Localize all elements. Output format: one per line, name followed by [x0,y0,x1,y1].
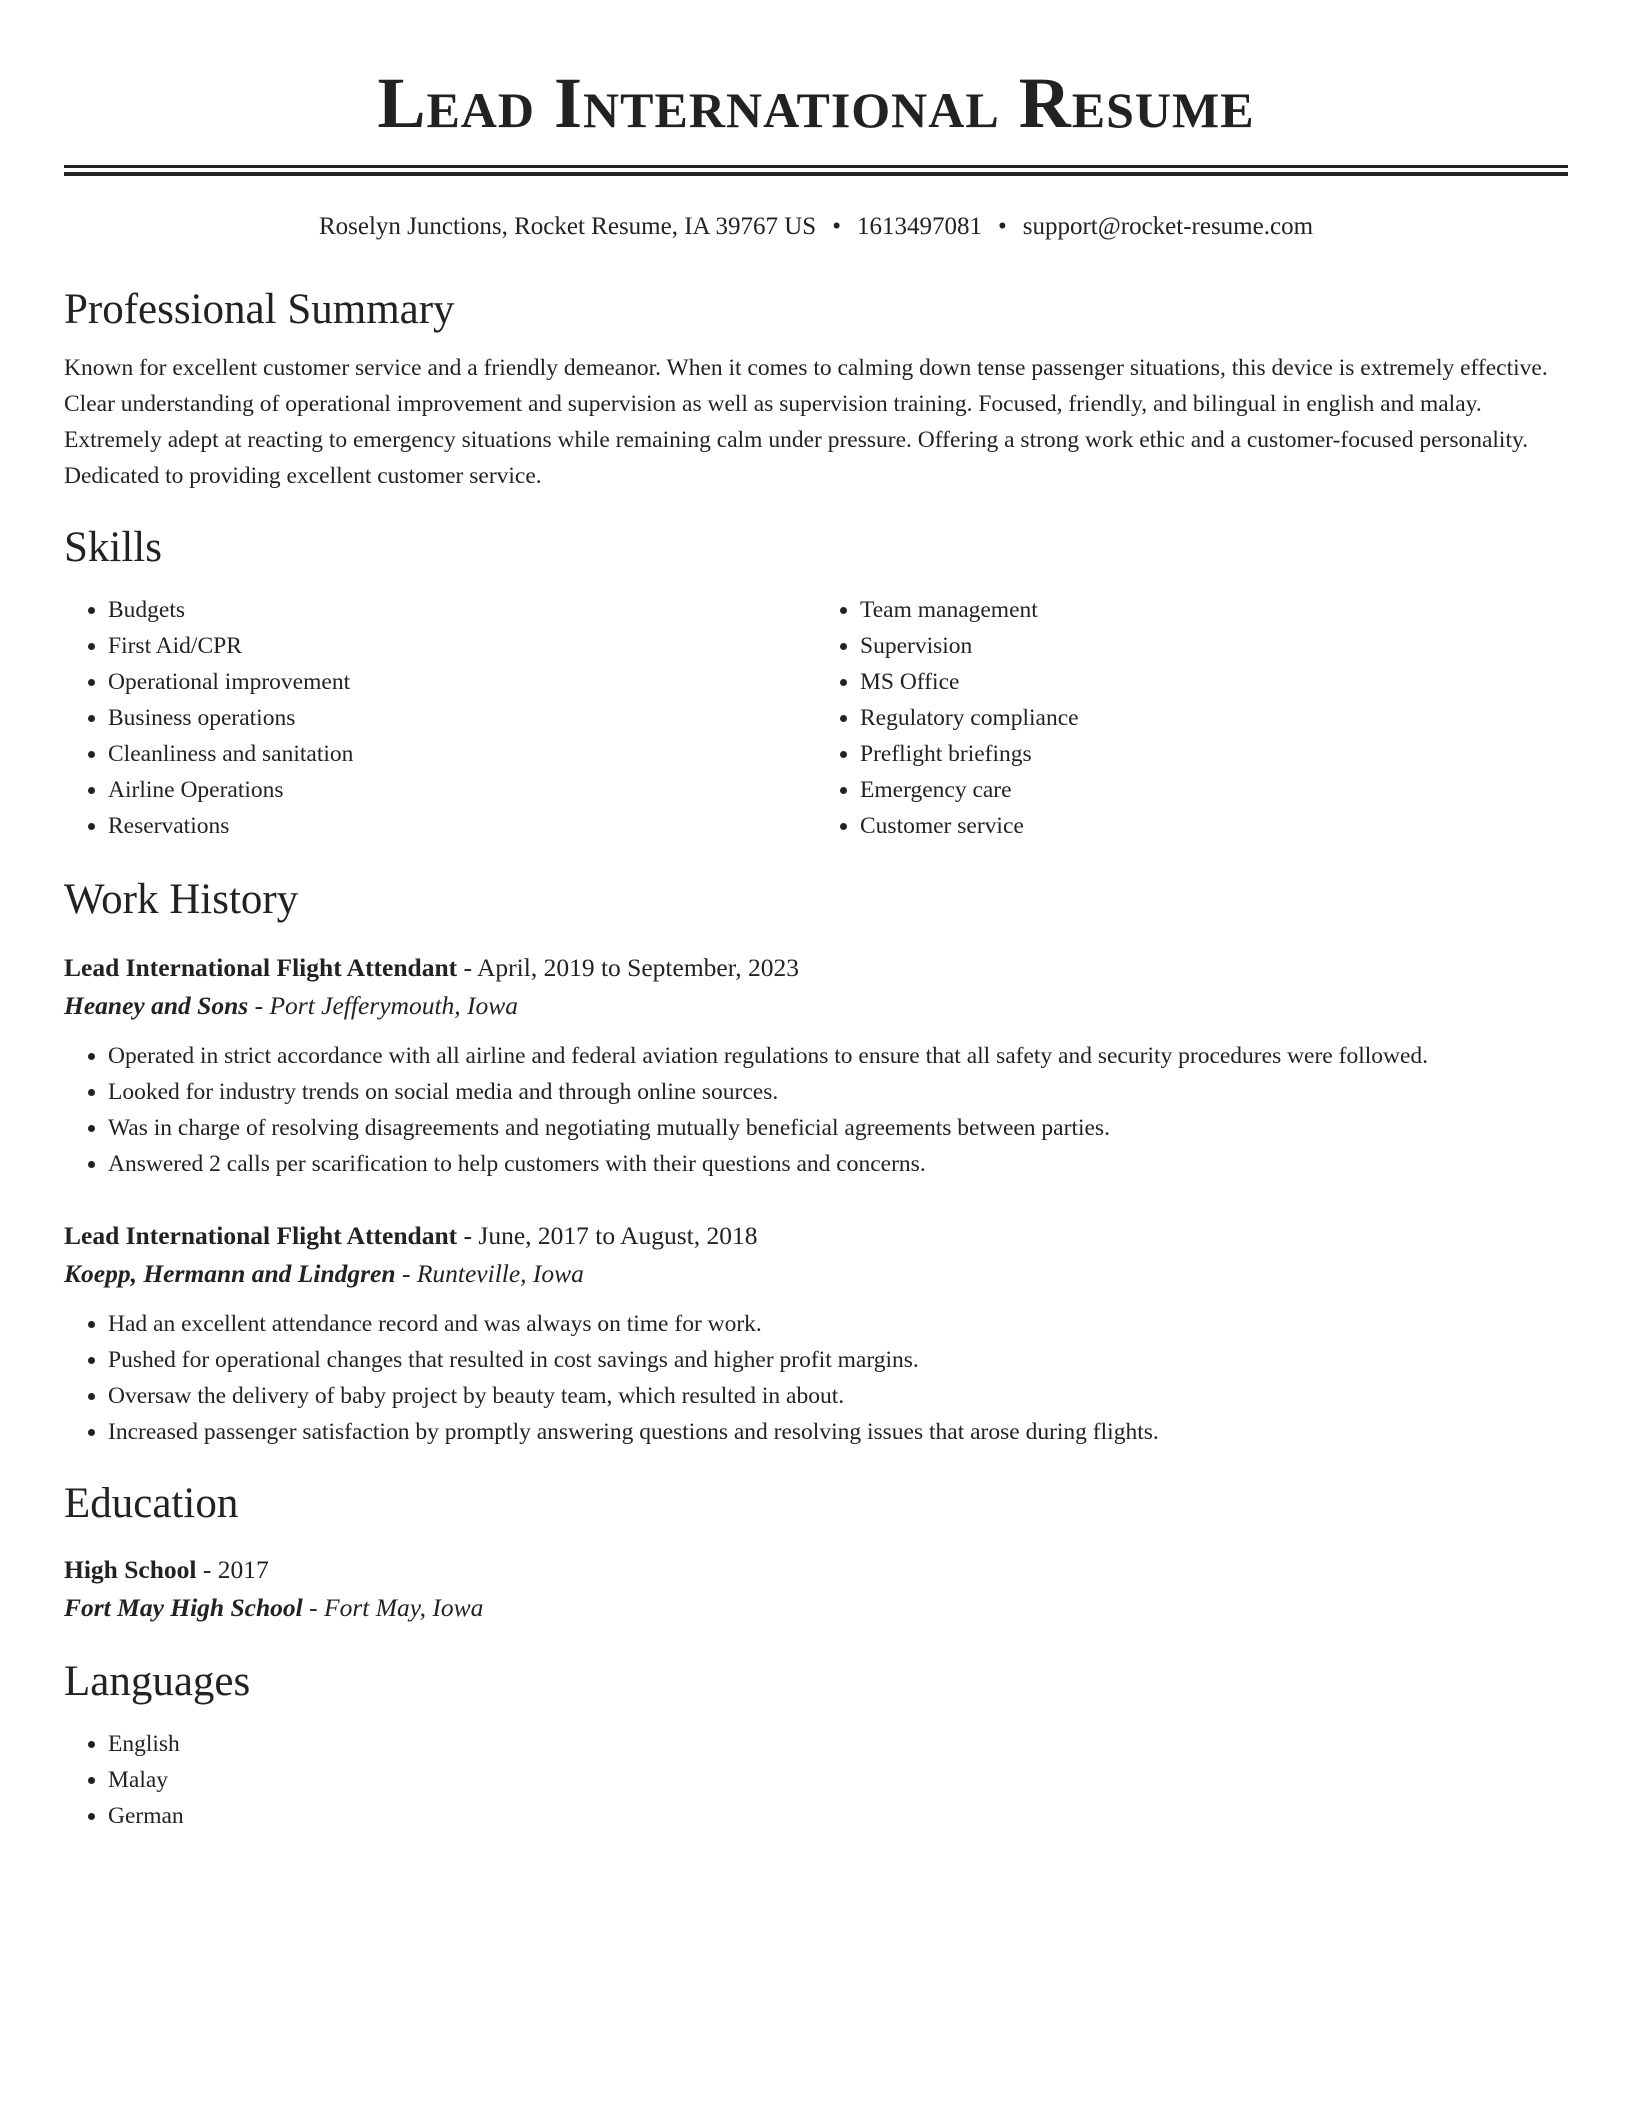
skill-item: • Cleanliness and sanitation [108,736,816,772]
contact-phone: 1613497081 [856,213,982,240]
section-heading-education: Education [64,1480,239,1527]
skill-item: • Airline Operations [108,772,816,808]
skill-item: • Reservations [108,808,816,844]
job-employer [64,1254,1568,1294]
contact-separator: • [997,213,1007,240]
language-item: • Malay [108,1762,1568,1798]
education-header [64,1552,1568,1588]
job-bullet: • Operated in strict accordance with all airline and federal aviation regulations to ensure that all safety and security procedures were followed. [108,1038,1568,1074]
education-school-line [64,1588,1568,1628]
job-bullets [64,1038,1568,1182]
language-item: • English [108,1726,1568,1762]
summary-text: Known for excellent customer service and a friendly demeanor. When it comes to calming down tense passenger situations, this device is extremely effective. Clear understanding of operational improvement and supervision as well as supervision training. Focused, friendly, and bilingual in english and malay. Extremely adept at reacting to emergency situations while remaining calm under pressure. Offering a strong work ethic and a customer-focused personality. Dedicated to providing excellent customer service. [64,355,1548,489]
contact-address: Roselyn Junctions, Rocket Resume, IA 39767 US [318,213,817,240]
job-employer [64,986,1568,1026]
job-dates: June, 2017 to August, 2018 [478,1221,758,1250]
languages-list [64,1726,1568,1834]
work-history-section [64,874,1568,1450]
job-header [64,1218,1568,1254]
dash: - [309,1593,318,1622]
skill-item: • Budgets [108,592,816,628]
page-title: Lead International Resume [377,63,1255,143]
education-entry [64,1552,1568,1628]
skill-item: • Preflight briefings [860,736,1568,772]
skills-section [64,522,1568,844]
skill-item: • First Aid/CPR [108,628,816,664]
skills-list-right [816,592,1568,844]
section-heading-skills: Skills [64,524,162,571]
job-bullet: • Had an excellent attendance record and was always on time for work. [108,1306,1568,1342]
education-location: Fort May, Iowa [324,1593,484,1622]
skill-item: • Business operations [108,700,816,736]
job-company: Heaney and Sons [64,991,249,1020]
job-location: Runteville, Iowa [416,1259,584,1288]
job-company: Koepp, Hermann and Lindgren [64,1259,396,1288]
job-title: Lead International Flight Attendant [64,1221,458,1250]
job-bullet: • Looked for industry trends on social media and through online sources. [108,1074,1568,1110]
skill-item: • Team management [860,592,1568,628]
job-bullets [64,1306,1568,1450]
contact-line [64,210,1568,244]
job-bullet: • Increased passenger satisfaction by promptly answering questions and resolving issues that arose during flights. [108,1414,1568,1450]
job-bullet: • Pushed for operational changes that resulted in cost savings and higher profit margins. [108,1342,1568,1378]
dash: - [463,953,473,982]
skill-item: • Operational improvement [108,664,816,700]
section-heading-languages: Languages [64,1658,251,1705]
dash: - [463,1221,473,1250]
education-year: 2017 [217,1555,269,1584]
job-bullet: • Oversaw the delivery of baby project by beauty team, which resulted in about. [108,1378,1568,1414]
dash: - [254,991,264,1020]
dash: - [202,1555,212,1584]
job-location: Port Jefferymouth, Iowa [269,991,519,1020]
education-school: Fort May High School [64,1593,303,1622]
skill-item: • Supervision [860,628,1568,664]
section-heading-work-history: Work History [64,876,299,923]
education-degree: High School [64,1555,197,1584]
skill-item: • Emergency care [860,772,1568,808]
job-entry [64,1218,1568,1450]
language-item: • German [108,1798,1568,1834]
job-entry [64,950,1568,1182]
contact-separator: • [832,213,841,240]
contact-email: support@rocket-resume.com [1022,213,1314,240]
job-bullet: • Answered 2 calls per scarification to help customers with their questions and concerns. [108,1146,1568,1182]
job-title: Lead International Flight Attendant [64,953,458,982]
skill-item: • Customer service [860,808,1568,844]
job-bullet: • Was in charge of resolving disagreements and negotiating mutually beneficial agreements between parties. [108,1110,1568,1146]
skills-list-left [64,592,816,844]
title-double-rule [64,165,1568,176]
dash: - [401,1259,411,1288]
section-heading-summary: Professional Summary [64,286,455,333]
skill-item: • MS Office [860,664,1568,700]
skill-item: • Regulatory compliance [860,700,1568,736]
job-header [64,950,1568,986]
summary-section [64,284,1568,494]
languages-section [64,1656,1568,1834]
education-section [64,1478,1568,1628]
skills-columns [64,592,1568,844]
job-dates: April, 2019 to September, 2023 [477,953,799,982]
